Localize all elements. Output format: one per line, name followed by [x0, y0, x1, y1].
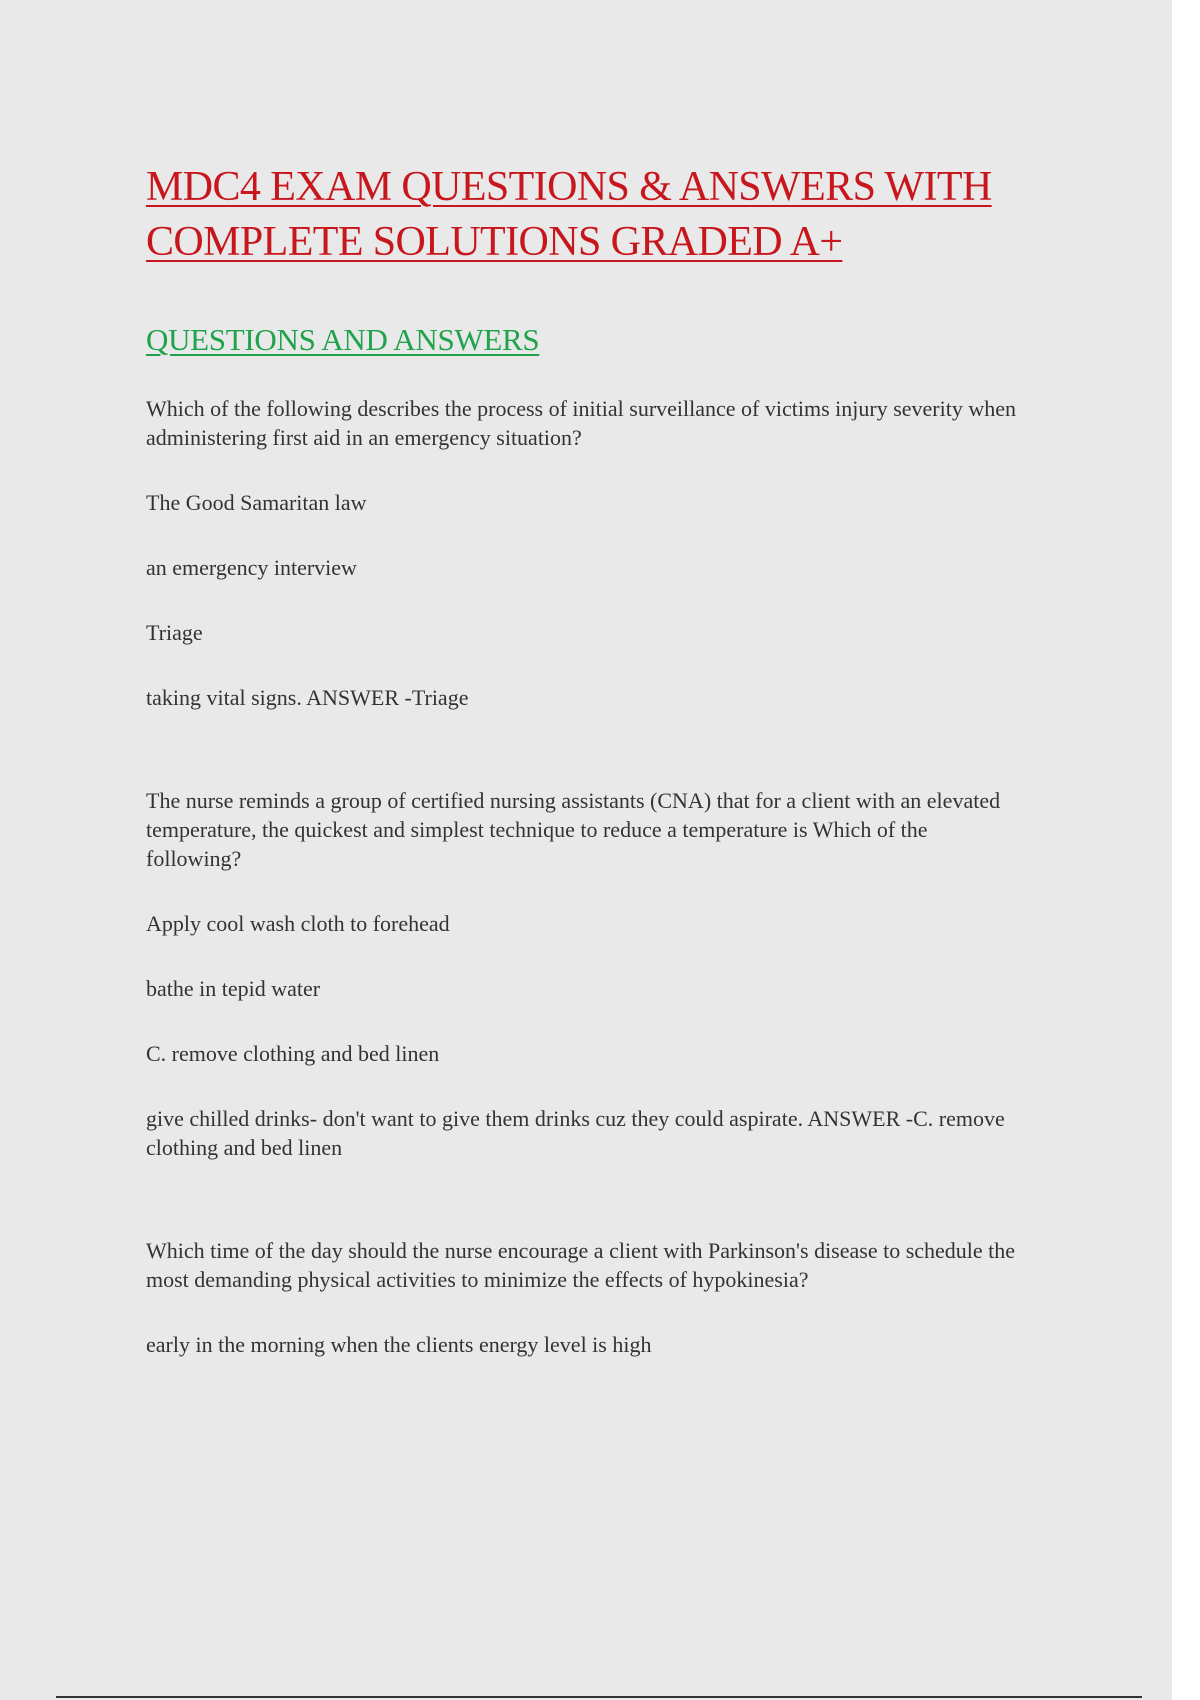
section-heading: QUESTIONS AND ANSWERS	[146, 322, 540, 357]
question-text: The nurse reminds a group of certified nursing assistants (CNA) that for a client with an elevated temperature, the quickest and simplest technique to reduce a temperature is Which of the following?	[146, 788, 1001, 871]
answer-option: early in the morning when the clients energy level is high	[146, 1332, 652, 1357]
document-content	[146, 160, 1026, 1359]
answer-option: taking vital signs. ANSWER -Triage	[146, 685, 469, 710]
question-text: Which of the following describes the process of initial surveillance of victims injury severity when administering first aid in an emergency situation?	[146, 396, 1016, 450]
answer-option: give chilled drinks- don't want to give them drinks cuz they could aspirate. ANSWER -C. remove clothing and bed linen	[146, 1106, 1005, 1160]
answer-option: Triage	[146, 620, 203, 645]
document-title: MDC4 EXAM QUESTIONS & ANSWERS WITH COMPLETE SOLUTIONS GRADED A+	[146, 164, 992, 265]
answer-option: The Good Samaritan law	[146, 490, 367, 515]
question-list	[146, 394, 1026, 1359]
answer-option: C. remove clothing and bed linen	[146, 1041, 440, 1066]
question-block	[146, 1236, 1026, 1359]
page-bottom-rule	[56, 1696, 1142, 1698]
answer-option: bathe in tepid water	[146, 976, 321, 1001]
answer-option: an emergency interview	[146, 555, 357, 580]
question-block	[146, 786, 1026, 1162]
answer-option: Apply cool wash cloth to forehead	[146, 911, 450, 936]
question-text: Which time of the day should the nurse encourage a client with Parkinson's disease to schedule the most demanding physical activities to minimize the effects of hypokinesia?	[146, 1238, 1016, 1292]
question-block	[146, 394, 1026, 712]
